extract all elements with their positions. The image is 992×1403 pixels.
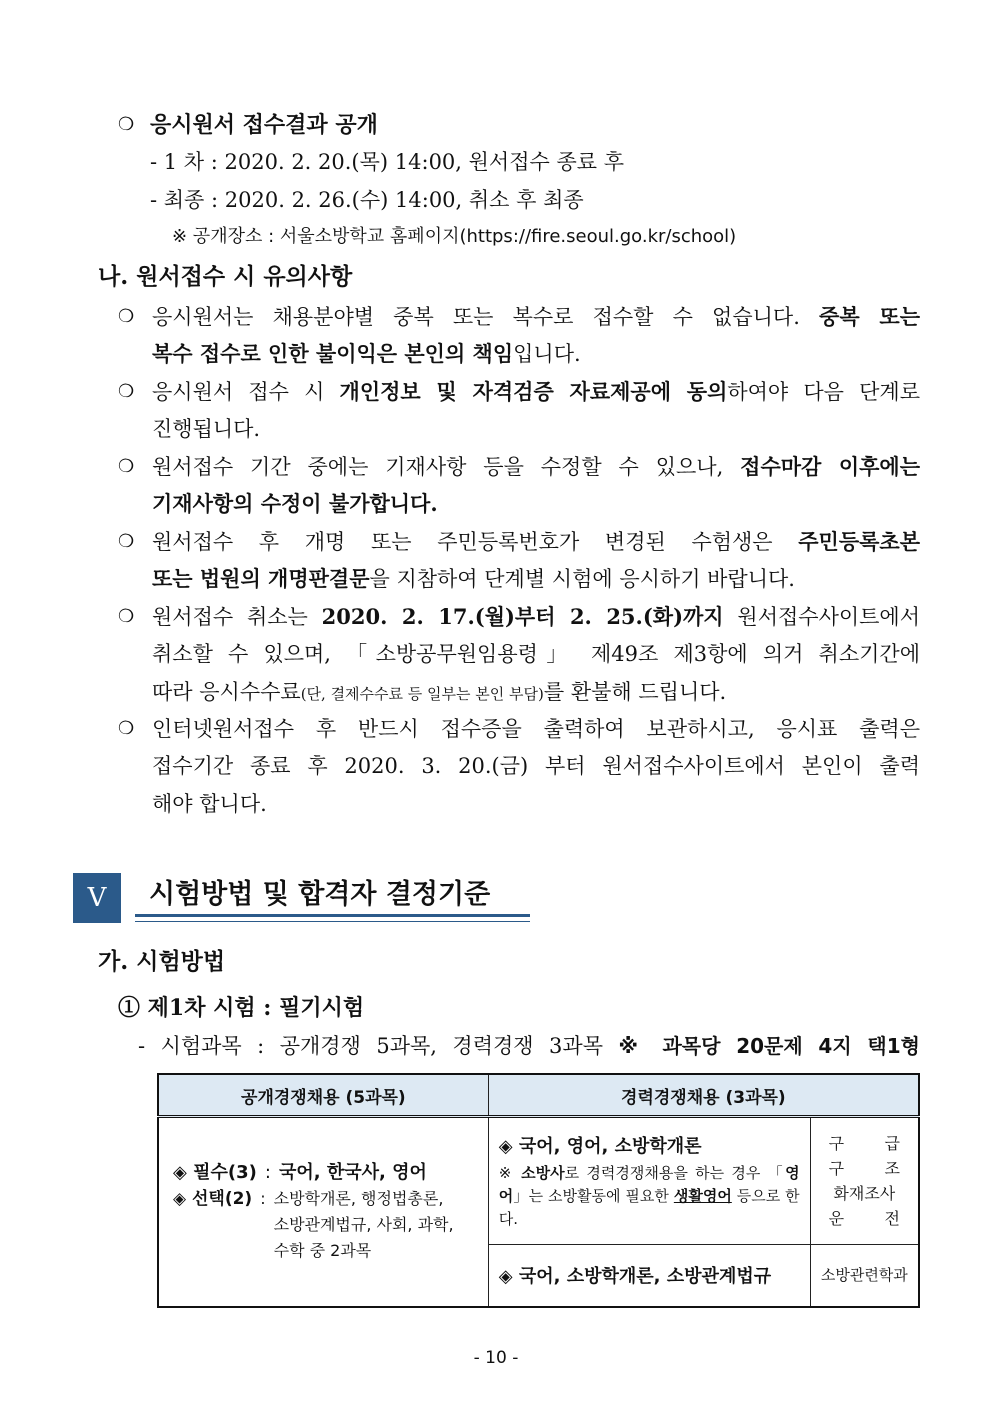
career-subjects-row1: ◈ 국어, 영어, 소방학개론 ※ 소방사로 경력경쟁채용을 하는 경우 「영어」는 소방활동에 필요한 생활영어 등으로 한다. (488, 1117, 810, 1245)
circle-bullet-icon: ❍ (118, 531, 135, 552)
circle-bullet-icon: ❍ (118, 606, 135, 627)
section-ga-title: 가. 시험방법 (98, 948, 226, 975)
b4-line1: 원서접수 후 개명 또는 주민등록번호가 변경된 수험생은 주민등록초본 (152, 529, 920, 554)
b6-line3: 해야 합니다. (152, 792, 267, 816)
header-career-recruitment: 경력경쟁채용 (3과목) (488, 1074, 919, 1117)
exam-stage-1: ① 제1차 시험 : 필기시험 (118, 995, 365, 1021)
exam-subject-table (157, 1073, 920, 1308)
b2-line2: 진행됩니다. (152, 417, 261, 441)
result-heading: 응시원서 접수결과 공개 (150, 112, 378, 138)
b5-line3: 따라 응시수수료(단, 결제수수료 등 일부는 본인 부담)를 환불해 드립니다. (152, 680, 727, 704)
b5-line2: 취소할 수 있으며, 「소방공무원임용령」 제49조 제3항에 의거 취소기간에 (152, 642, 920, 666)
section-title: 시험방법 및 합격자 결정기준 (135, 873, 530, 917)
circle-bullet-icon: ❍ (118, 718, 135, 739)
career-tag-row2: 소방관련학과 (810, 1245, 919, 1307)
page-number: - 10 - (473, 1348, 519, 1368)
section-number-badge: Ⅴ (73, 873, 121, 923)
circle-bullet-icon: ❍ (118, 114, 135, 135)
b1-line2: 복수 접수로 인한 불이익은 본인의 책임입니다. (152, 341, 581, 366)
result-item-1: - 1 차 : 2020. 2. 20.(목) 14:00, 원서접수 종료 후 (150, 150, 624, 174)
b6-line2: 접수기간 종료 후 2020. 3. 20.(금) 부터 원서접수사이트에서 본인이 출력 (152, 754, 920, 778)
header-open-recruitment: 공개경쟁채용 (5과목) (158, 1074, 488, 1117)
b5-line1: 원서접수 취소는 2020. 2. 17.(월)부터 2. 25.(화)까지 원서접수사이트에서 (152, 604, 920, 629)
b4-line2: 또는 법원의 개명판결문을 지참하여 단계별 시험에 응시하기 바랍니다. (152, 566, 795, 591)
exam-subjects: - 시험과목 : 공개경쟁 5과목, 경력경쟁 3과목 ※ 과목당 20문제 4지 택1형 (138, 1034, 920, 1058)
required-subjects: ◈ 필수(3) : 국어, 한국사, 영어 (173, 1161, 427, 1183)
result-note: ※ 공개장소 : 서울소방학교 홈페이지(https://fire.seoul.go.kr/school) (172, 226, 737, 247)
open-subjects-cell (158, 1117, 488, 1307)
section-na-title: 나. 원서접수 시 유의사항 (98, 263, 353, 290)
circle-bullet-icon: ❍ (118, 381, 135, 402)
b2-line1: 응시원서 접수 시 개인정보 및 자격검증 자료제공에 동의하여야 다음 단계로 (152, 379, 920, 404)
b6-line1: 인터넷원서접수 후 반드시 접수증을 출력하여 보관하시고, 응시표 출력은 (152, 717, 920, 741)
circle-bullet-icon: ❍ (118, 306, 135, 327)
career-subjects-row2: ◈ 국어, 소방학개론, 소방관계법규 (488, 1245, 810, 1307)
career-tags-row1: 구 급 구 조 화재조사 운 전 (810, 1117, 919, 1245)
circle-bullet-icon: ❍ (118, 456, 135, 477)
result-item-2: - 최종 : 2020. 2. 26.(수) 14:00, 취소 후 최종 (150, 188, 584, 212)
b1-line1: 응시원서는 채용분야별 중복 또는 복수로 접수할 수 없습니다. 중복 또는 (152, 304, 920, 329)
b3-line1: 원서접수 기간 중에는 기재사항 등을 수정할 수 있으나, 접수마감 이후에는 (152, 454, 920, 479)
b3-line2: 기재사항의 수정이 불가합니다. (152, 491, 438, 516)
elective-subjects: ◈ 선택(2) : 소방학개론, 행정법총론, 소방관계법규, 사회, 과학, 수학 중 2과목 (173, 1188, 454, 1260)
career-note: ※ 소방사로 경력경쟁채용을 하는 경우 「영어」는 소방활동에 필요한 생활영어 등으로 한다. (498, 1163, 800, 1228)
